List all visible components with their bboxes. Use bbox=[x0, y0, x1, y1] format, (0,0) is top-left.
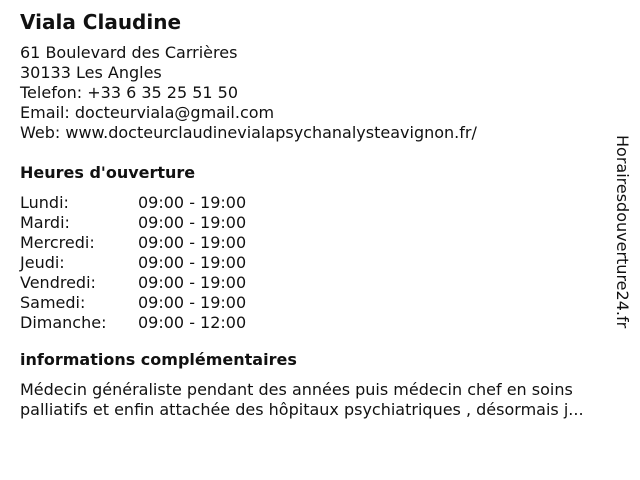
hours-row-wednesday bbox=[20, 233, 615, 253]
hours-time-value: 09:00 - 19:00 bbox=[138, 213, 247, 232]
site-brand-text: Horairesdouverture24.fr bbox=[613, 135, 632, 329]
email-address[interactable]: Email: docteurviala@gmail.com bbox=[20, 103, 275, 122]
hours-row-saturday bbox=[20, 293, 615, 313]
business-name: Viala Claudine bbox=[20, 10, 182, 34]
hours-day-label: Samedi: bbox=[20, 293, 86, 312]
hours-time-value: 09:00 - 12:00 bbox=[138, 313, 247, 332]
hours-day-label: Dimanche: bbox=[20, 313, 107, 332]
hours-row-thursday bbox=[20, 253, 615, 273]
additional-info-heading: informations complémentaires bbox=[20, 350, 297, 369]
hours-day-label: Lundi: bbox=[20, 193, 69, 212]
hours-time-value: 09:00 - 19:00 bbox=[138, 233, 247, 252]
website-link[interactable]: Web: www.docteurclaudinevialapsychanalysteavignon.fr/ bbox=[20, 123, 477, 142]
hours-day-label: Mardi: bbox=[20, 213, 70, 232]
address-street: 61 Boulevard des Carrières bbox=[20, 43, 238, 62]
hours-day-label: Jeudi: bbox=[20, 253, 65, 272]
hours-time-value: 09:00 - 19:00 bbox=[138, 193, 247, 212]
opening-hours-heading: Heures d'ouverture bbox=[20, 163, 196, 182]
additional-info-text-line1: Médecin généraliste pendant des années puis médecin chef en soins bbox=[20, 380, 573, 399]
additional-info-text-line2: palliatifs et enfin attachée des hôpitaux psychiatriques , désormais j... bbox=[20, 400, 584, 419]
business-card bbox=[20, 9, 615, 420]
hours-row-sunday bbox=[20, 313, 615, 333]
address-city: 30133 Les Angles bbox=[20, 63, 162, 82]
hours-row-friday bbox=[20, 273, 615, 293]
hours-day-label: Vendredi: bbox=[20, 273, 96, 292]
phone-number[interactable]: Telefon: +33 6 35 25 51 50 bbox=[20, 83, 239, 102]
hours-row-monday bbox=[20, 193, 615, 213]
hours-time-value: 09:00 - 19:00 bbox=[138, 293, 247, 312]
hours-day-label: Mercredi: bbox=[20, 233, 95, 252]
hours-time-value: 09:00 - 19:00 bbox=[138, 273, 247, 292]
hours-time-value: 09:00 - 19:00 bbox=[138, 253, 247, 272]
hours-row-tuesday bbox=[20, 213, 615, 233]
site-brand-vertical bbox=[612, 135, 632, 345]
